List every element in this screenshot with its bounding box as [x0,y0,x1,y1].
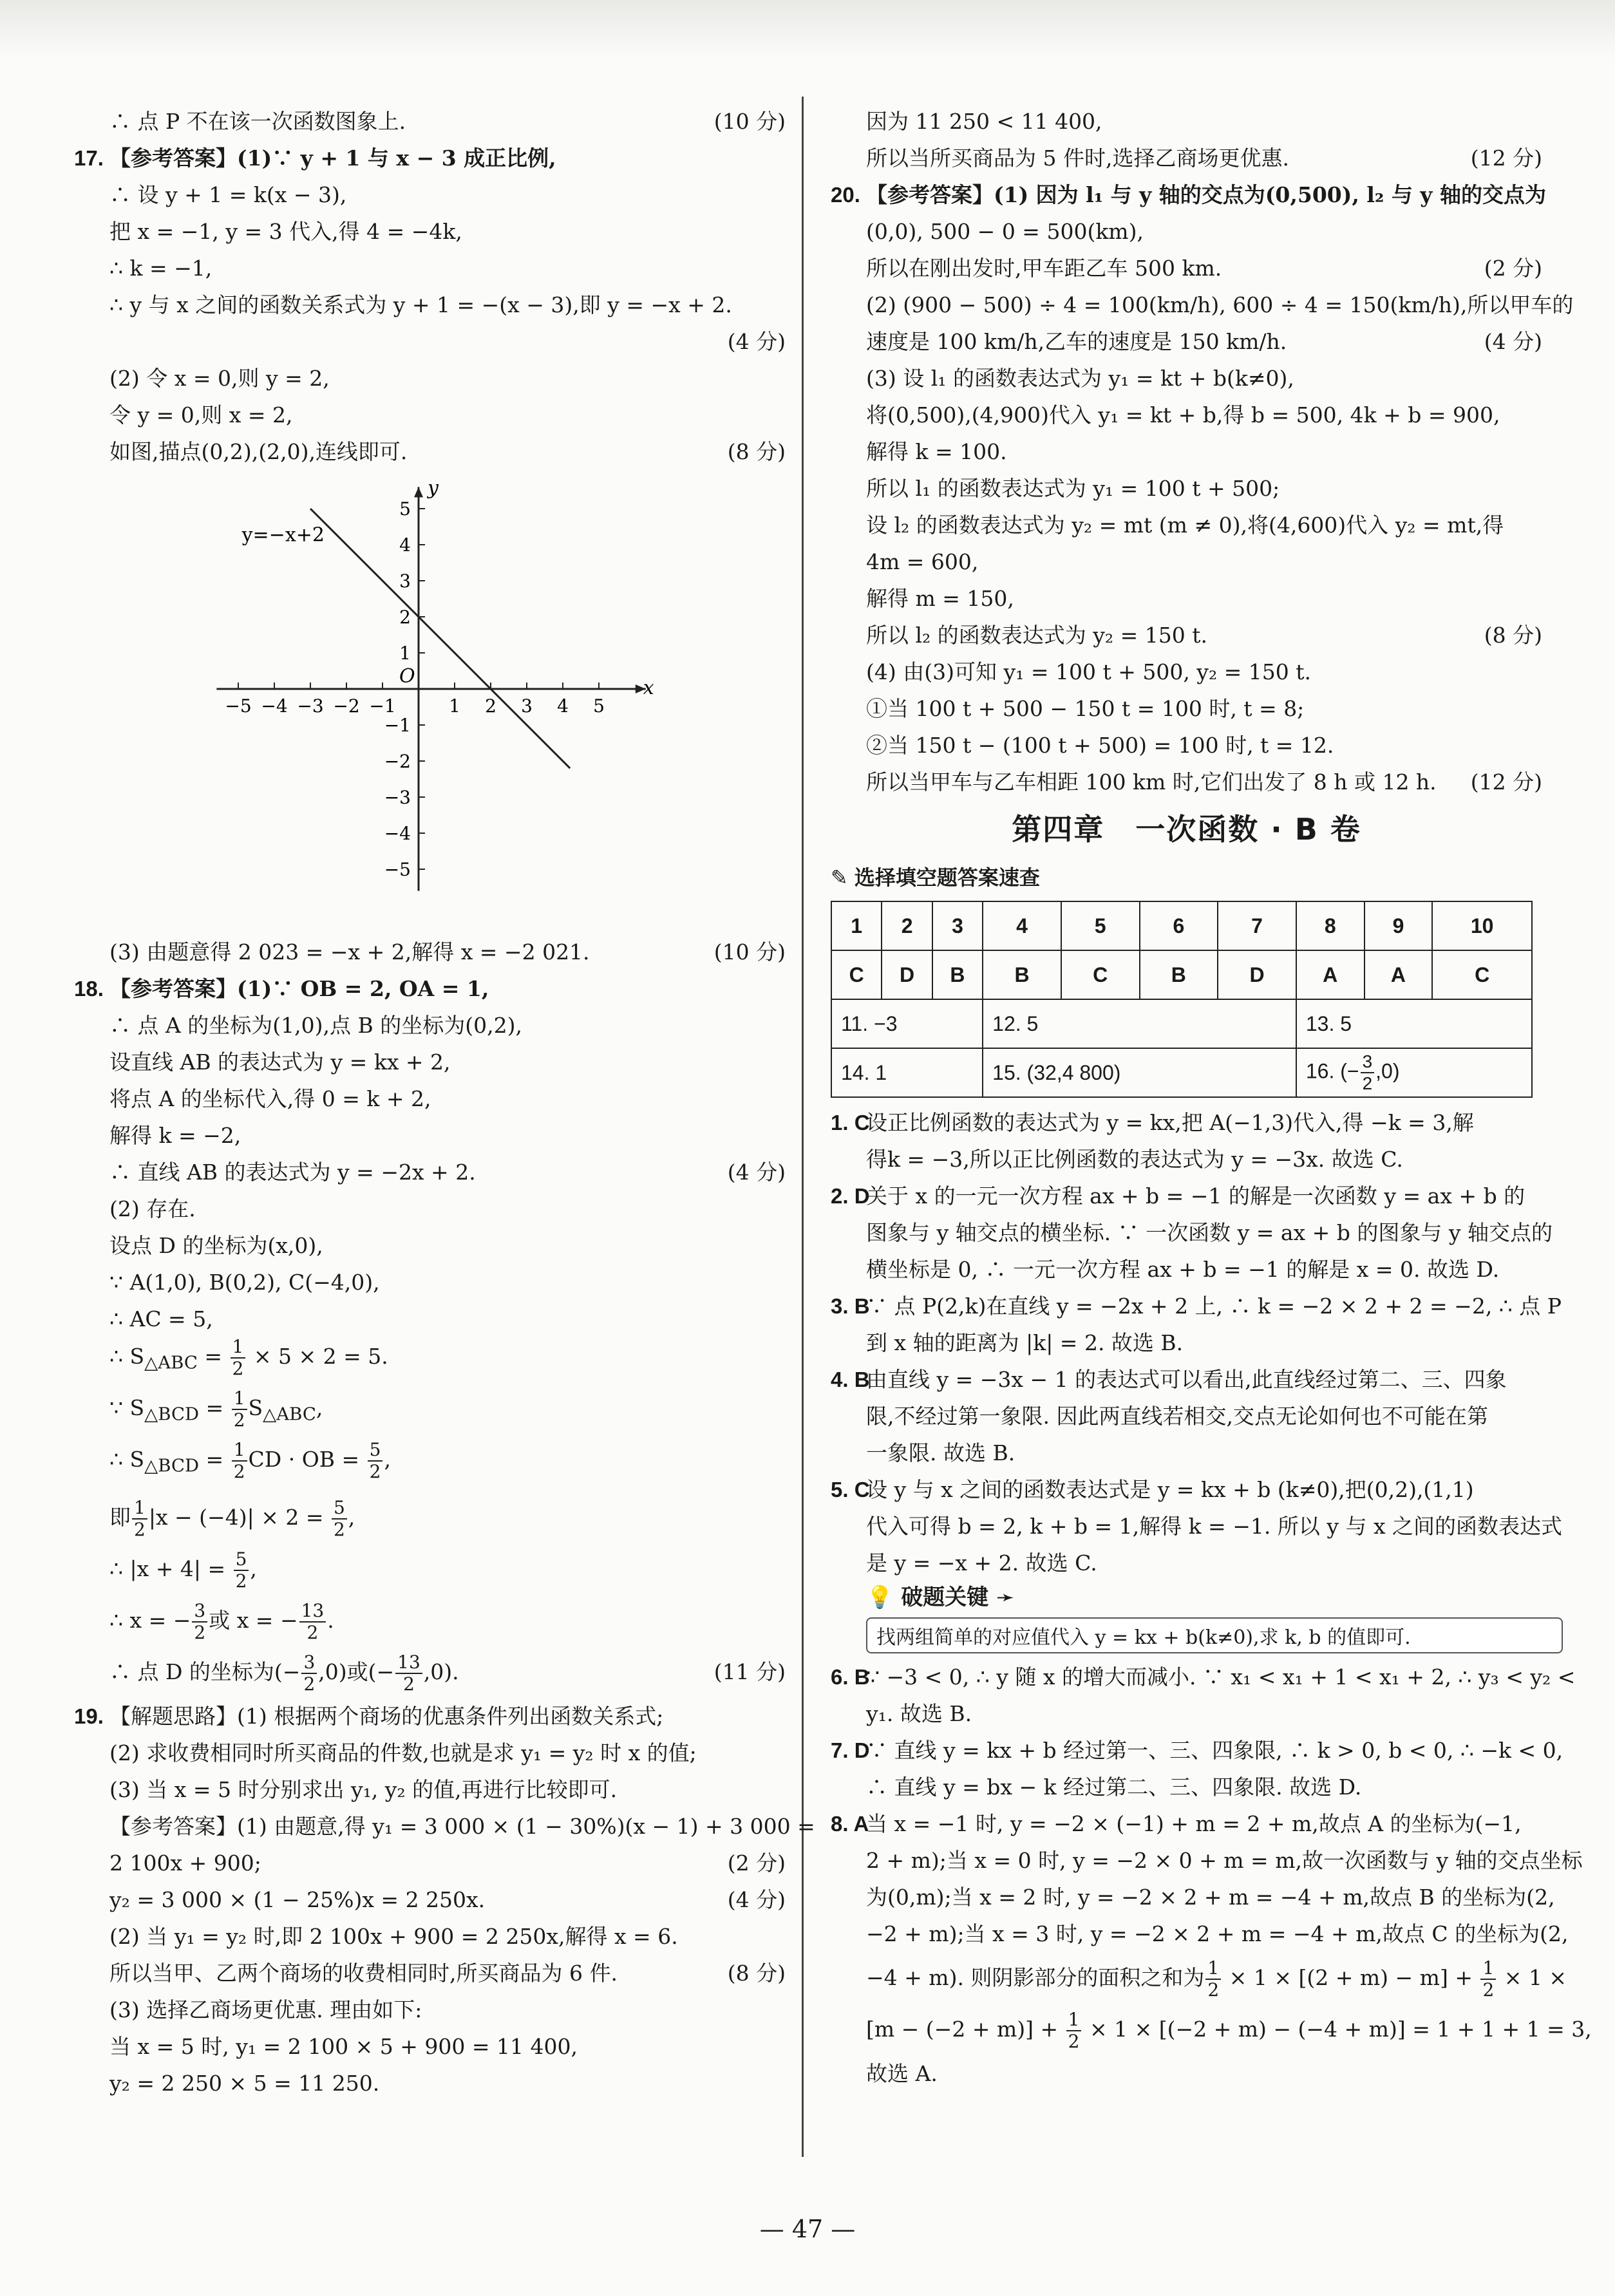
y-tick-label: 2 [399,607,411,628]
fraction: $\frac{1}{2}$ [231,1337,246,1379]
answer-letter-cell: C [831,950,882,999]
line: y₂ = 2 250 × 5 = 11 250. [109,2071,380,2096]
function-label: y=−x+2 [241,523,325,547]
line: 解得 k = −2, [109,1123,241,1148]
y-axis-label: y [428,476,439,500]
question-number: 18. [74,977,104,1001]
line: 即 $\frac{1}{2}$ |x − (−4)| × 2 = $\frac{5}{2}$ , [109,1497,355,1540]
fraction: $\frac{5}{2}$ [234,1549,249,1592]
line: (0,0), 500 − 0 = 500(km), [866,219,1144,244]
line: (2) 当 y₁ = y₂ 时,即 2 100x + 900 = 2 250x,解得 x = 6. [109,1924,678,1949]
line: 把 x = −1, y = 3 代入,得 4 = −4k, [109,219,462,244]
answer-letter-cell: B [932,950,983,999]
fraction: $\frac{5}{2}$ [332,1498,347,1540]
x-tick-label: 2 [485,695,496,717]
answer-letter-cell: B [1140,950,1218,999]
line: −2 + m);当 x = 3 时, y = −2 × 2 + m = −4 + m,故点 C 的坐标为(2, [866,1921,1569,1946]
line: 到 x 轴的距离为 |k| = 2. 故选 B. [866,1330,1184,1355]
chapter-title: 第四章 一次函数 · B 卷 [1012,812,1361,847]
line: 所以在刚出发时,甲车距乙车 500 km. (2 分) [831,250,1542,287]
page-top-shading [0,0,1615,58]
y-tick-label: 1 [399,643,411,664]
x-tick-label: −4 [261,695,288,717]
graph-group [216,477,654,891]
line: (2) 令 x = 0,则 y = 2, [109,366,330,391]
fraction: $\frac{1}{2}$ [1480,1958,1496,2000]
line: [m − (−2 + m)] + $\frac{1}{2}$ × 1 × [(−2 + m) − (−4 + m)] = 1 + 1 + 1 = 3, [866,2009,1592,2052]
fraction: $\frac{1}{2}$ [1205,1958,1221,2000]
line: (2) 求收费相同时所买商品的件数,也就是求 y₁ = y₂ 时 x 的值; [109,1740,697,1765]
answer-number: 8. A [831,1812,869,1836]
line: 所以当甲车与乙车相距 100 km 时,它们出发了 8 h 或 12 h. (12 分) [831,764,1542,800]
quick-answer-heading: ✎ 选择填空题答案速查 [831,858,1542,897]
fill-13: 13. 5 [1296,999,1532,1048]
answer-number: 7. D [831,1738,870,1762]
y-tick-label: 3 [399,570,411,592]
right-column [831,103,1592,2092]
answer-letter-cell: C [1432,950,1532,999]
answer-number-cell: 2 [882,901,932,950]
hint-title: 💡 破题关键 ➛ [866,1585,1015,1610]
line: ∴ AC = 5, [109,1306,213,1331]
line: −4 + m). 则阴影部分的面积之和为 $\frac{1}{2}$ × 1 × [(2 + m) − m] + $\frac{1}{2}$ × 1 × [866,1957,1567,2000]
lightbulb-icon: 💡 [866,1585,894,1610]
y-tick-label: 5 [399,498,411,520]
fraction: $\frac{13}{2}$ [395,1652,422,1695]
line: 如图,描点(0,2),(2,0),连线即可. (8 分) [74,433,786,470]
fraction: $\frac{1}{2}$ [232,1440,247,1482]
line: ∴ 设 y + 1 = k(x − 3), [109,182,347,207]
score: (12 分) [1470,769,1542,795]
score: (8 分) [727,1961,786,1986]
line: (2) 存在. [109,1196,196,1221]
answer-4: 4. B由直线 y = −3x − 1 的表达式可以看出,此直线经过第二、三、四象 [831,1361,1542,1398]
line: 横坐标是 0, ∴ 一元一次方程 ax + b = −1 的解是 x = 0. 故选 D. [866,1257,1500,1282]
fill-15: 15. (32,4 800) [983,1048,1296,1097]
x-axis-label: x [643,677,654,699]
answer-letter-row [831,950,1532,999]
left-column [74,103,815,2102]
line: ∴ y 与 x 之间的函数关系式为 y + 1 = −(x − 3),即 y = −x + 2. [109,292,732,317]
y-axis-arrow [414,487,423,497]
line: 图象与 y 轴交点的横坐标. ∵ 一次函数 y = ax + b 的图象与 y 轴交点的 [866,1220,1553,1245]
line: ∴ 点 P 不在该一次函数图象上. (10 分) [74,103,786,140]
answer-number-cell: 4 [983,901,1061,950]
x-tick-label: −2 [333,695,360,717]
line: ∴ |x + 4| = $\frac{5}{2}$ , [109,1548,257,1592]
line: ∴ k = −1, [109,256,212,281]
score: (2 分) [727,1850,786,1876]
line: ∴ 直线 AB 的表达式为 y = −2x + 2. (4 分) [74,1154,786,1190]
line: 令 y = 0,则 x = 2, [109,402,293,428]
answer-1: 1. C设正比例函数的表达式为 y = kx,把 A(−1,3)代入,得 −k = 3,解 [831,1104,1542,1141]
line: 为(0,m);当 x = 2 时, y = −2 × 2 + m = −4 + m,故点 B 的坐标为(2, [866,1885,1555,1910]
x-tick-label: −5 [225,695,252,717]
line: ∴ 点 D 的坐标为(− $\frac{3}{2}$ ,0)或(− $\frac{13}{2}$ ,0). (11 分) [74,1646,786,1698]
fraction: $\frac{5}{2}$ [368,1440,383,1482]
answer-letter-cell: A [1365,950,1433,999]
answer-number: 3. B [831,1294,870,1318]
line [74,323,786,360]
line: 当 x = 5 时, y₁ = 2 100 × 5 + 900 = 11 400, [109,2034,578,2059]
page-number: — 47 — [759,2215,856,2243]
line: ∴ x = − $\frac{3}{2}$ 或 x = − $\frac{13}{2}$ . [109,1600,334,1643]
line: 一象限. 故选 B. [866,1440,1015,1465]
answer-number-cell: 10 [1432,901,1532,950]
answer-number-cell: 1 [831,901,882,950]
line: ∴ $S_{\triangle ABC}$ = $\frac{1}{2}$ × 5 × 2 = 5. [109,1336,388,1380]
fraction: $\frac{3}{2}$ [1361,1051,1375,1094]
line: y₁. 故选 B. [866,1701,972,1726]
answer-table [831,901,1533,1098]
fraction: $\frac{1}{2}$ [132,1498,147,1540]
q17-heading: 17. 【参考答案】(1)∵ y + 1 与 x − 3 成正比例, [74,140,786,176]
score: (12 分) [1470,146,1542,171]
line: 2 100x + 900; (2 分) [74,1845,786,1881]
answer-6: 6. B∵ −3 < 0, ∴ y 随 x 的增大而减小. ∵ x₁ < x₁ + 1 < x₁ + 2, ∴ y₃ < y₂ < [831,1659,1542,1695]
answer-number: 2. D [831,1184,870,1208]
column-divider [802,97,804,2157]
line: ∴ 点 A 的坐标为(1,0),点 B 的坐标为(0,2), [109,1013,522,1038]
answer-number-row [831,901,1532,950]
line: 所以当甲、乙两个商场的收费相同时,所买商品为 6 件. (8 分) [74,1955,786,1991]
fill-16: 16. (− $\frac{3}{2}$ ,0) [1296,1048,1532,1097]
coordinate-plane [225,476,654,914]
x-tick-label: 4 [557,695,569,717]
answer-letter-cell: D [1218,950,1296,999]
line: 故选 A. [866,2061,938,2086]
line: (2) (900 − 500) ÷ 4 = 100(km/h), 600 ÷ 4 = 150(km/h),所以甲车的 [866,292,1574,317]
fraction: $\frac{3}{2}$ [192,1601,207,1643]
fill-14: 14. 1 [831,1048,983,1097]
answer-number-cell: 9 [1365,901,1433,950]
score: (4 分) [727,1160,786,1185]
score: (4 分) [727,329,786,354]
line: 所以当所买商品为 5 件时,选择乙商场更优惠. (12 分) [831,140,1542,176]
line: 4m = 600, [866,549,979,574]
fill-12: 12. 5 [983,999,1296,1048]
answer-number-cell: 8 [1296,901,1365,950]
answer-5: 5. C设 y 与 x 之间的函数表达式是 y = kx + b (k≠0),把(0,2),(1,1) [831,1471,1542,1508]
answer-number: 1. C [831,1111,870,1134]
score: (10 分) [713,939,786,965]
answer-8: 8. A当 x = −1 时, y = −2 × (−1) + m = 2 + m,故点 A 的坐标为(−1, [831,1805,1542,1842]
line: 设 l₂ 的函数表达式为 y₂ = mt (m ≠ 0),将(4,600)代入 y₂ = mt,得 [866,513,1504,538]
answer-number-cell: 6 [1140,901,1218,950]
score: (4 分) [1484,329,1542,354]
hint-box-wrap [831,1581,1542,1653]
fraction: $\frac{1}{2}$ [232,1388,247,1431]
line: 所以 l₁ 的函数表达式为 y₁ = 100 t + 500; [866,476,1280,501]
q19-heading: 19. 【解题思路】(1) 根据两个商场的优惠条件列出函数关系式; [74,1698,786,1735]
q18-heading: 18. 【参考答案】(1)∵ OB = 2, OA = 1, [74,970,786,1007]
answer-letter-cell: A [1296,950,1365,999]
answer-number: 6. B [831,1665,870,1689]
y-tick-label: −4 [384,823,411,844]
line: (3) 由题意得 2 023 = −x + 2,解得 x = −2 021. (10 分) [74,934,786,970]
line: 解得 k = 100. [866,439,1007,464]
line: ∴ 直线 y = bx − k 经过第二、三、四象限. 故选 D. [866,1774,1362,1800]
y-tick-label: 4 [399,534,411,556]
line: 因为 11 250 < 11 400, [866,109,1102,134]
line: ∴ $S_{\triangle BCD}$ = $\frac{1}{2}$ CD · OB = $\frac{5}{2}$ , [109,1439,391,1483]
question-number: 20. [831,183,860,207]
score: (4 分) [727,1887,786,1912]
fraction: $\frac{3}{2}$ [301,1652,317,1695]
line: 2 + m);当 x = 0 时, y = −2 × 0 + m = m,故一次函数与 y 轴的交点坐标 [866,1848,1583,1873]
line: 速度是 100 km/h,乙车的速度是 150 km/h. (4 分) [831,323,1542,360]
y-tick-label: −3 [384,787,411,808]
line: (3) 选择乙商场更优惠. 理由如下: [109,1997,422,2022]
answer-3: 3. B∵ 点 P(2,k)在直线 y = −2x + 2 上, ∴ k = −2 × 2 + 2 = −2, ∴ 点 P [831,1288,1542,1324]
function-line [310,509,570,768]
line: 是 y = −x + 2. 故选 C. [866,1550,1097,1576]
line: ①当 100 t + 500 − 150 t = 100 时, t = 8; [866,696,1305,721]
fill-row [831,999,1532,1048]
x-tick-label: −1 [369,695,396,717]
fraction: $\frac{1}{2}$ [1066,2009,1082,2052]
score: (8 分) [727,439,786,464]
line: (3) 当 x = 5 时分别求出 y₁, y₂ 的值,再进行比较即可. [109,1777,618,1802]
answer-7: 7. D∵ 直线 y = kx + b 经过第一、三、四象限, ∴ k > 0, b < 0, ∴ −k < 0, [831,1732,1542,1769]
pencil-icon: ✎ [831,865,848,890]
score: (2 分) [1484,256,1542,281]
answer-number-cell: 7 [1218,901,1296,950]
line: 解得 m = 150, [866,586,1014,611]
question-number: 17. [74,146,104,170]
line: 限,不经过第一象限. 因此两直线若相交,交点无论如何也不可能在第 [866,1404,1488,1429]
answer-number: 5. C [831,1478,870,1501]
line: (4) 由(3)可知 y₁ = 100 t + 500, y₂ = 150 t. [866,659,1312,684]
x-tick-label: 1 [449,695,460,717]
line: 设直线 AB 的表达式为 y = kx + 2, [109,1049,451,1075]
answer-letter-cell: B [983,950,1061,999]
answer-2: 2. D关于 x 的一元一次方程 ax + b = −1 的解是一次函数 y = ax + b 的 [831,1178,1542,1214]
line: ∵ $S_{\triangle BCD}$ = $\frac{1}{2}$ $S_{\triangle ABC}$, [109,1388,323,1431]
y-tick-label: −2 [384,751,411,772]
score: (11 分) [713,1659,786,1684]
line: y₂ = 3 000 × (1 − 25%)x = 2 250x. (4 分) [74,1881,786,1918]
line: 设点 D 的坐标为(x,0), [109,1233,323,1258]
y-tick-label: −5 [384,859,411,880]
answer-number-cell: 5 [1061,901,1140,950]
fill-row [831,1048,1532,1097]
hint-box: 找两组简单的对应值代入 y = kx + b(k≠0),求 k, b 的值即可. [866,1617,1563,1653]
line: 将(0,500),(4,900)代入 y₁ = kt + b,得 b = 500, 4k + b = 900, [866,402,1500,428]
y-tick-label: −1 [384,715,411,736]
line: 【参考答案】(1) 由题意,得 y₁ = 3 000 × (1 − 30%)(x − 1) + 3 000 = [109,1814,815,1839]
line: ∵ A(1,0), B(0,2), C(−4,0), [109,1270,380,1295]
line: ②当 150 t − (100 t + 500) = 100 时, t = 12. [866,733,1334,758]
line: (3) 设 l₁ 的函数表达式为 y₁ = kt + b(k≠0), [866,366,1294,391]
score: (10 分) [713,109,786,134]
x-tick-label: −3 [297,695,324,717]
origin-label: O [399,665,415,688]
x-tick-label: 5 [593,695,605,717]
line: 所以 l₂ 的函数表达式为 y₂ = 150 t. (8 分) [831,617,1542,654]
answer-number-cell: 3 [932,901,983,950]
fraction: $\frac{13}{2}$ [299,1601,326,1643]
fill-11: 11. −3 [831,999,983,1048]
line: 代入可得 b = 2, k + b = 1,解得 k = −1. 所以 y 与 x 之间的函数表达式 [866,1514,1563,1539]
line: 将点 A 的坐标代入,得 0 = k + 2, [109,1086,431,1111]
answer-number: 4. B [831,1368,870,1391]
score: (8 分) [1484,623,1542,648]
function-graph [74,470,786,934]
line: 得k = −3,所以正比例函数的表达式为 y = −3x. 故选 C. [866,1147,1403,1172]
q20-heading: 20. 【参考答案】(1) 因为 l₁ 与 y 轴的交点为(0,500), l₂ 与 y 轴的交点为 [831,176,1542,213]
answer-letter-cell: D [882,950,932,999]
question-number: 19. [74,1704,104,1728]
answer-letter-cell: C [1061,950,1140,999]
x-tick-label: 3 [521,695,533,717]
